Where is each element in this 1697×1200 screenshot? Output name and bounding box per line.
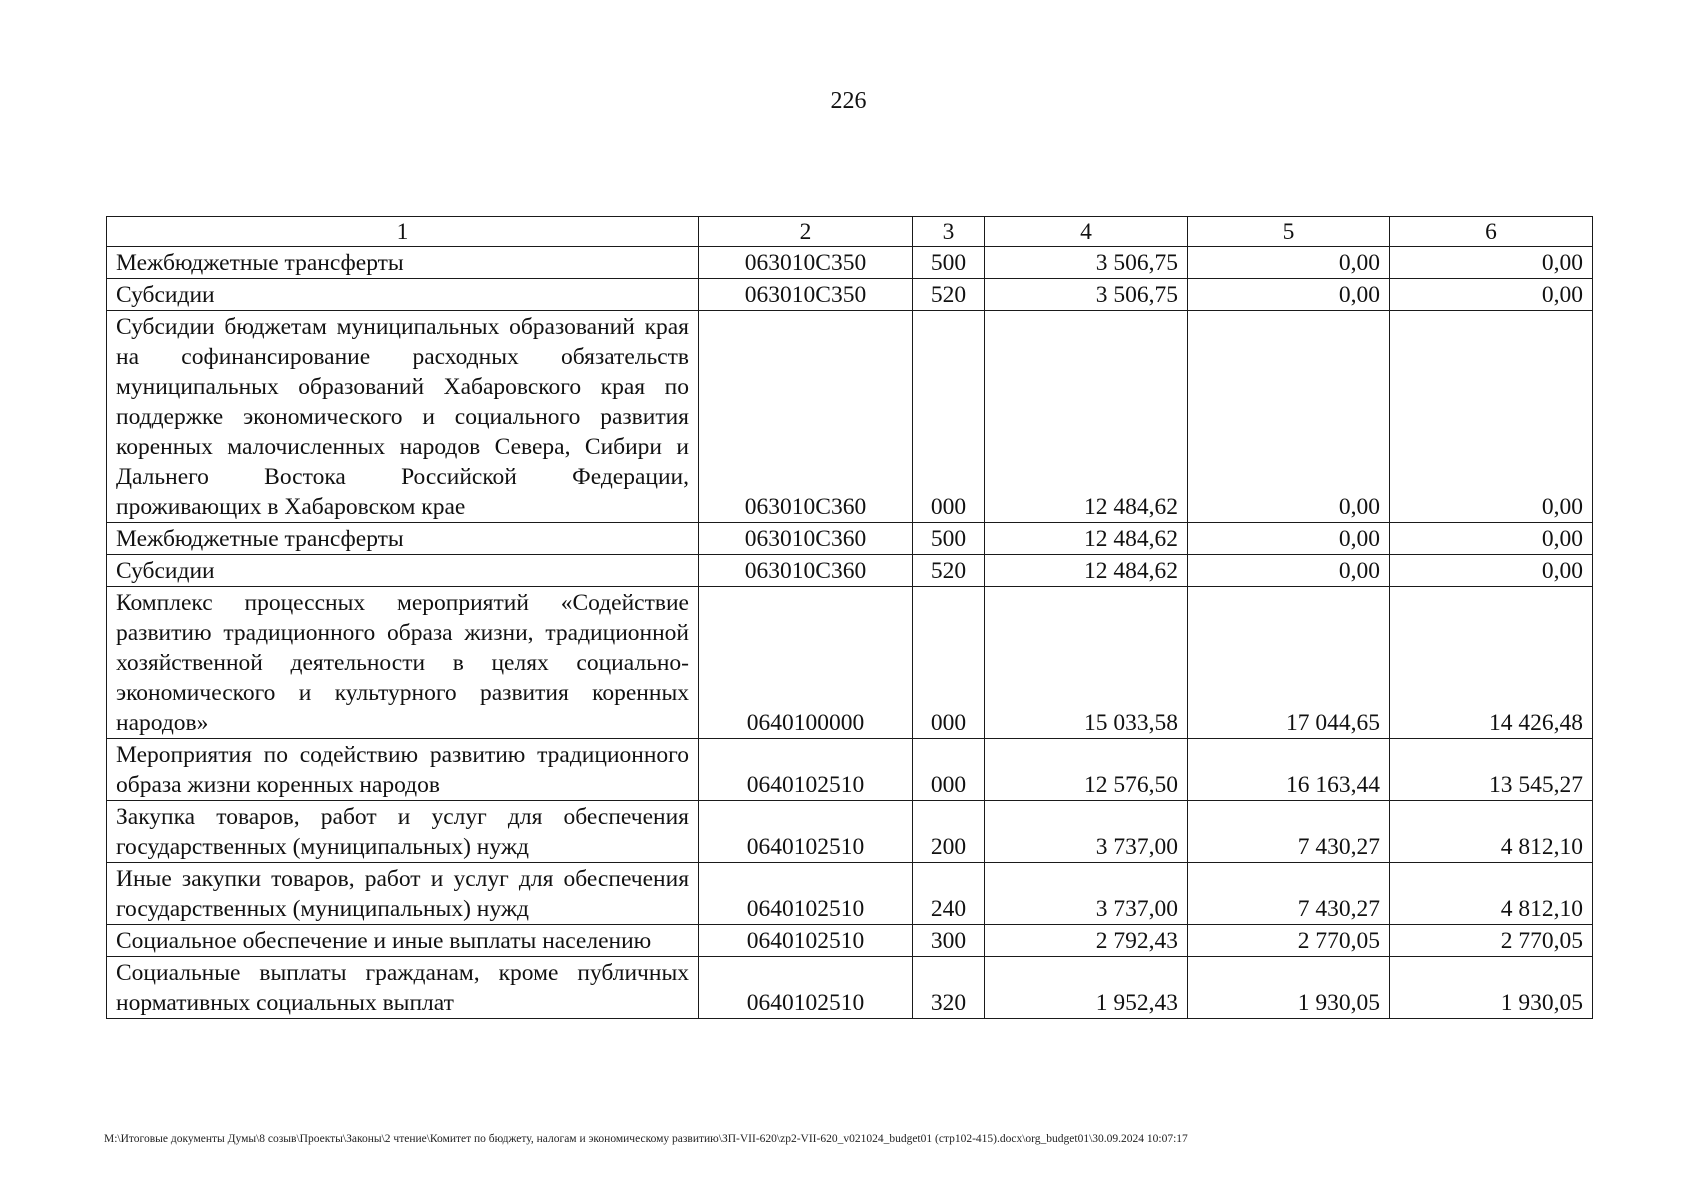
row-value-col4-cell: 12 484,62 xyxy=(985,523,1188,555)
row-type-cell: 300 xyxy=(913,925,985,957)
table-row xyxy=(107,523,1593,555)
row-value-col5-cell: 0,00 xyxy=(1188,555,1390,587)
row-value-col6-cell: 0,00 xyxy=(1390,523,1593,555)
table-row xyxy=(107,925,1593,957)
row-name-cell: Субсидии бюджетам муниципальных образований края на софинансирование расходных обязательств муниципальных образований Хабаровского края по поддержке экономического и социального развития коренных малочисленных народов Севера, Сибири и Дальнего Востока Российской Федерации, проживающих в Хабаровском крае xyxy=(107,311,699,523)
row-code-cell: 063010С350 xyxy=(699,247,913,279)
row-type-cell: 500 xyxy=(913,247,985,279)
row-value-col4-cell: 3 737,00 xyxy=(985,863,1188,925)
row-value-col4-cell: 1 952,43 xyxy=(985,957,1188,1019)
row-value-col5-cell: 1 930,05 xyxy=(1188,957,1390,1019)
row-value-col6-cell: 4 812,10 xyxy=(1390,801,1593,863)
column-header-5: 5 xyxy=(1188,217,1390,247)
row-code-cell: 063010С360 xyxy=(699,311,913,523)
row-code-cell: 0640102510 xyxy=(699,863,913,925)
table-row xyxy=(107,555,1593,587)
row-name-cell: Иные закупки товаров, работ и услуг для обеспечения государственных (муниципальных) нужд xyxy=(107,863,699,925)
row-type-cell: 000 xyxy=(913,739,985,801)
budget-table xyxy=(106,216,1593,1019)
table-row xyxy=(107,311,1593,523)
row-name-cell: Межбюджетные трансферты xyxy=(107,247,699,279)
row-name-cell: Субсидии xyxy=(107,555,699,587)
row-type-cell: 240 xyxy=(913,863,985,925)
row-value-col4-cell: 15 033,58 xyxy=(985,587,1188,739)
row-value-col5-cell: 7 430,27 xyxy=(1188,863,1390,925)
table-row xyxy=(107,279,1593,311)
table-row xyxy=(107,247,1593,279)
column-header-4: 4 xyxy=(985,217,1188,247)
row-type-cell: 500 xyxy=(913,523,985,555)
page-number: 226 xyxy=(830,88,867,114)
row-value-col5-cell: 16 163,44 xyxy=(1188,739,1390,801)
row-value-col4-cell: 12 484,62 xyxy=(985,311,1188,523)
row-value-col5-cell: 17 044,65 xyxy=(1188,587,1390,739)
row-value-col4-cell: 3 506,75 xyxy=(985,279,1188,311)
row-value-col6-cell: 14 426,48 xyxy=(1390,587,1593,739)
row-value-col6-cell: 1 930,05 xyxy=(1390,957,1593,1019)
row-value-col4-cell: 3 737,00 xyxy=(985,801,1188,863)
row-value-col4-cell: 2 792,43 xyxy=(985,925,1188,957)
table-row xyxy=(107,957,1593,1019)
table-row xyxy=(107,739,1593,801)
row-value-col4-cell: 12 484,62 xyxy=(985,555,1188,587)
column-header-2: 2 xyxy=(699,217,913,247)
row-code-cell: 0640102510 xyxy=(699,801,913,863)
row-type-cell: 000 xyxy=(913,311,985,523)
row-type-cell: 320 xyxy=(913,957,985,1019)
table-row xyxy=(107,863,1593,925)
row-value-col5-cell: 7 430,27 xyxy=(1188,801,1390,863)
row-value-col5-cell: 0,00 xyxy=(1188,523,1390,555)
row-value-col6-cell: 4 812,10 xyxy=(1390,863,1593,925)
table-row xyxy=(107,801,1593,863)
table-header-row xyxy=(107,217,1593,247)
row-code-cell: 0640102510 xyxy=(699,925,913,957)
row-type-cell: 000 xyxy=(913,587,985,739)
row-code-cell: 063010С360 xyxy=(699,555,913,587)
column-header-3: 3 xyxy=(913,217,985,247)
document-file-path: M:\Итоговые документы Думы\8 созыв\Проекты\Законы\2 чтение\Комитет по бюджету, налогам и экономическому развитию\ЗП-VII-620\zp2-VII-620_v021024_budget01 (стр102-415).docx\org_budget01\30.09.2024 10:07:17 xyxy=(104,1133,1188,1145)
row-code-cell: 0640102510 xyxy=(699,739,913,801)
row-value-col6-cell: 0,00 xyxy=(1390,247,1593,279)
row-code-cell: 0640100000 xyxy=(699,587,913,739)
row-name-cell: Социальное обеспечение и иные выплаты населению xyxy=(107,925,699,957)
row-type-cell: 200 xyxy=(913,801,985,863)
row-name-cell: Межбюджетные трансферты xyxy=(107,523,699,555)
row-name-cell: Социальные выплаты гражданам, кроме публичных нормативных социальных выплат xyxy=(107,957,699,1019)
row-name-cell: Мероприятия по содействию развитию традиционного образа жизни коренных народов xyxy=(107,739,699,801)
row-value-col6-cell: 0,00 xyxy=(1390,555,1593,587)
row-code-cell: 063010С360 xyxy=(699,523,913,555)
row-value-col4-cell: 12 576,50 xyxy=(985,739,1188,801)
row-value-col6-cell: 0,00 xyxy=(1390,311,1593,523)
table-row xyxy=(107,587,1593,739)
row-value-col4-cell: 3 506,75 xyxy=(985,247,1188,279)
row-code-cell: 0640102510 xyxy=(699,957,913,1019)
column-header-1: 1 xyxy=(107,217,699,247)
column-header-6: 6 xyxy=(1390,217,1593,247)
row-name-cell: Закупка товаров, работ и услуг для обеспечения государственных (муниципальных) нужд xyxy=(107,801,699,863)
row-value-col5-cell: 0,00 xyxy=(1188,311,1390,523)
row-type-cell: 520 xyxy=(913,279,985,311)
row-value-col5-cell: 0,00 xyxy=(1188,279,1390,311)
row-value-col6-cell: 13 545,27 xyxy=(1390,739,1593,801)
row-name-cell: Субсидии xyxy=(107,279,699,311)
row-value-col5-cell: 2 770,05 xyxy=(1188,925,1390,957)
row-type-cell: 520 xyxy=(913,555,985,587)
row-value-col5-cell: 0,00 xyxy=(1188,247,1390,279)
row-value-col6-cell: 0,00 xyxy=(1390,279,1593,311)
row-value-col6-cell: 2 770,05 xyxy=(1390,925,1593,957)
row-name-cell: Комплекс процессных мероприятий «Содействие развитию традиционного образа жизни, традиционной хозяйственной деятельности в целях социально-экономического и культурного развития коренных народов» xyxy=(107,587,699,739)
row-code-cell: 063010С350 xyxy=(699,279,913,311)
